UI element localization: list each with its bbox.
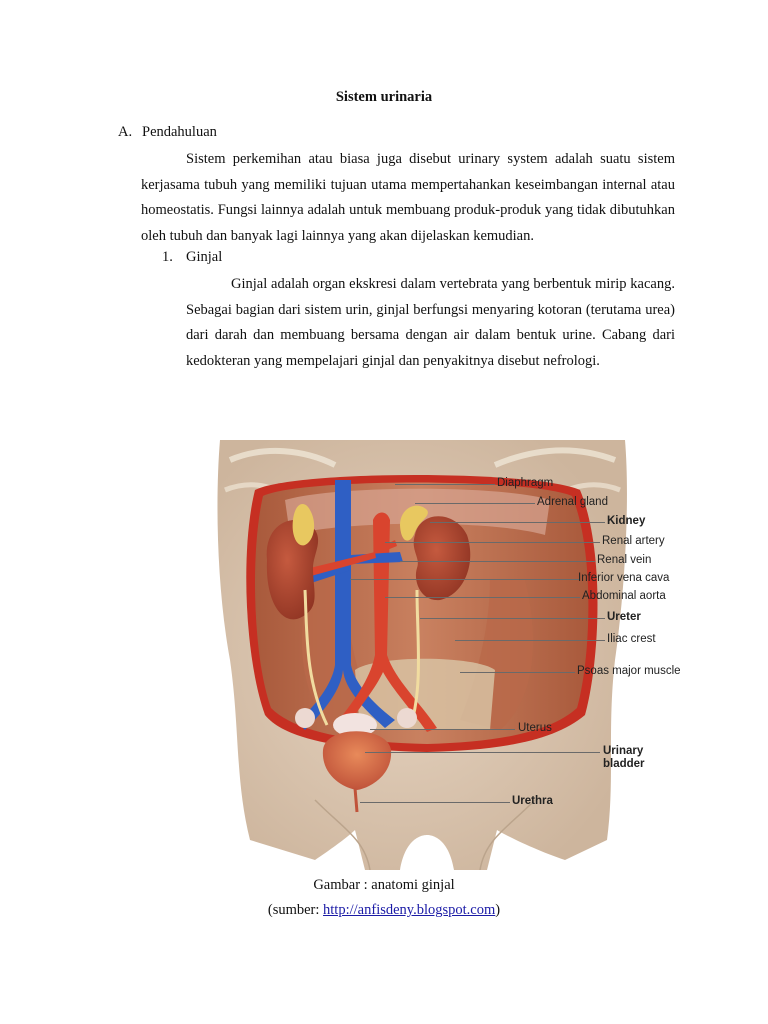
leader-ureter bbox=[420, 618, 605, 619]
label-uterus: Uterus bbox=[518, 722, 552, 734]
kidney-paragraph: Ginjal adalah organ ekskresi dalam vertebrata yang berbentuk mirip kacang. Sebagai bagian dari sistem urin, ginjal berfungsi menyaring kotoran (terutama urea) dari darah dan membuang bersama dengan air dalam bentuk urine. Cabang dari kedokteran yang mempelajari ginjal dan penyakitnya disebut nefrologi. bbox=[186, 276, 675, 369]
label-adrenal-gland: Adrenal gland bbox=[537, 496, 608, 508]
label-abdominal-aorta: Abdominal aorta bbox=[582, 590, 666, 602]
leader-renal-vein bbox=[400, 561, 595, 562]
subsection-number: 1. bbox=[162, 249, 173, 265]
label-diaphragm: Diaphragm bbox=[497, 477, 554, 489]
leader-renal-artery bbox=[385, 542, 600, 543]
label-ureter: Ureter bbox=[607, 611, 641, 623]
label-kidney: Kidney bbox=[607, 515, 646, 527]
label-renal-vein: Renal vein bbox=[597, 554, 652, 566]
label-urethra: Urethra bbox=[512, 795, 553, 807]
urinary-system-illustration bbox=[205, 440, 700, 870]
leader-psoas bbox=[460, 672, 575, 673]
leader-iliac bbox=[455, 640, 605, 641]
source-prefix: (sumber: bbox=[267, 902, 324, 918]
leader-aorta bbox=[385, 597, 580, 598]
page-title: Sistem urinaria bbox=[335, 89, 433, 105]
section-number: A. bbox=[118, 124, 133, 140]
source-link[interactable]: http://anfisdeny.blogspot.com bbox=[323, 902, 496, 918]
label-inferior-vena-cava: Inferior vena cava bbox=[578, 572, 670, 584]
leader-bladder bbox=[365, 752, 600, 753]
subsection-heading bbox=[162, 249, 222, 266]
leader-diaphragm bbox=[395, 484, 495, 485]
label-renal-artery: Renal artery bbox=[602, 535, 665, 547]
leader-uterus bbox=[370, 729, 515, 730]
leader-urethra bbox=[360, 802, 510, 803]
section-title: Pendahuluan bbox=[142, 124, 217, 140]
leader-adrenal bbox=[415, 503, 535, 504]
figure-caption: Gambar : anatomi ginjal bbox=[313, 877, 455, 893]
label-psoas-major-muscle: Psoas major muscle bbox=[577, 665, 681, 677]
subsection-title: Ginjal bbox=[186, 249, 223, 265]
figure-source bbox=[0, 902, 768, 919]
intro-paragraph: Sistem perkemihan atau biasa juga disebut urinary system adalah suatu sistem kerjasama tubuh yang memiliki tujuan utama mempertahankan keseimbangan internal atau homeostatis. Fungsi lainnya adalah untuk membuang produk-produk yang tidak dibutuhkan oleh tubuh dan banyak lagi lainnya yang akan dijelaskan kemudian. bbox=[141, 151, 675, 244]
section-heading bbox=[118, 124, 217, 141]
label-urinary-bladder: Urinary bladder bbox=[603, 745, 645, 770]
source-suffix: ) bbox=[495, 902, 501, 918]
leader-kidney bbox=[430, 522, 605, 523]
leader-ivc bbox=[350, 579, 580, 580]
label-iliac-crest: Iliac crest bbox=[607, 633, 656, 645]
anatomy-figure bbox=[205, 440, 700, 870]
